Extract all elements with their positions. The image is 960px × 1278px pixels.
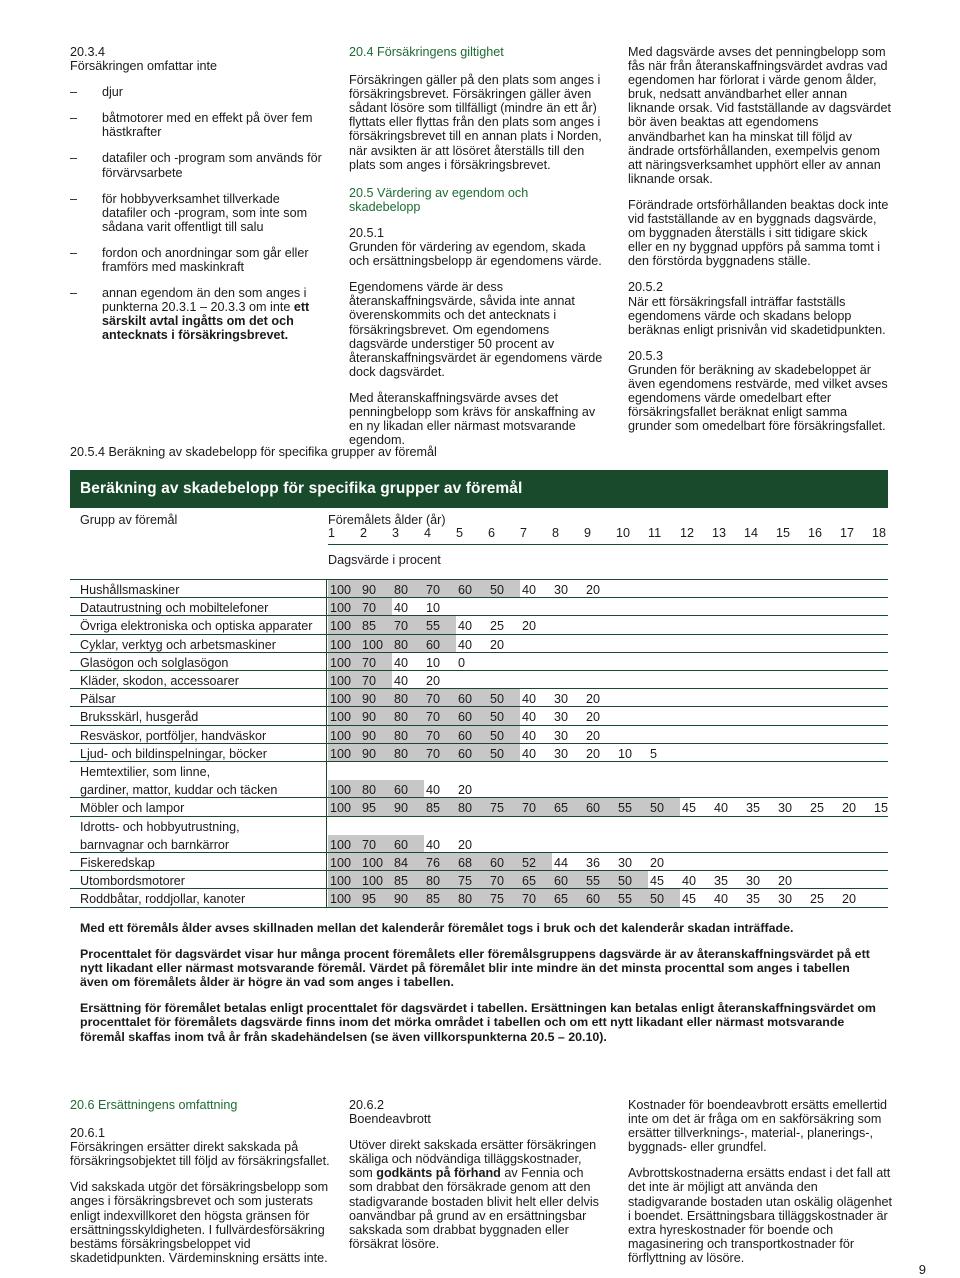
table-cell: 20 (650, 856, 665, 870)
table-cell: 40 (522, 692, 537, 707)
table-cell: 70 (520, 889, 552, 906)
table-cell: 70 (520, 798, 552, 815)
table-row-label: Kläder, skodon, accessoarer (80, 674, 239, 688)
table-cell: 50 (648, 798, 680, 815)
table-cell: 60 (392, 780, 424, 797)
year-header: 14 (744, 526, 759, 540)
subsection-number: 20.5.2 (628, 280, 664, 295)
table-cell: 50 (648, 889, 680, 906)
table-cell: 60 (456, 689, 488, 706)
table-cell: 40 (458, 619, 473, 634)
year-header: 2 (360, 526, 368, 540)
paragraph: Försäkringen ersätter direkt sakskada på försäkringsobjektet till följd av försäkringsfallet. (70, 1140, 330, 1169)
subsection-number: 20.5.1 (349, 225, 385, 240)
table-cell: 60 (584, 798, 616, 815)
table-row-label: Utombordsmotorer (80, 874, 185, 889)
list-item: – djur (70, 85, 123, 100)
table-cell: 40 (522, 746, 537, 761)
table-cell: 45 (650, 874, 665, 889)
row-divider (70, 670, 888, 671)
table-cell: 76 (424, 853, 456, 870)
row-divider (70, 907, 888, 908)
table-cell: 30 (554, 728, 569, 743)
year-header: 15 (776, 526, 791, 540)
table-cell: 100 (328, 707, 360, 724)
table-cell: 20 (458, 783, 473, 798)
bottom-middle-column (349, 1098, 607, 1263)
table-cell: 5 (650, 746, 658, 761)
table-cell: 80 (392, 726, 424, 743)
table-cell: 40 (458, 637, 473, 652)
table-cell: 15 (874, 801, 889, 816)
table-row-label: Resväskor, portföljer, handväskor (80, 728, 267, 743)
table-cell: 80 (392, 635, 424, 652)
bottom-left-column (70, 1098, 332, 1277)
table-row-label: Fiskeredskap (80, 856, 155, 870)
subsection-number: 20.5.3 (628, 348, 664, 363)
section-heading-20-5: 20.5 Värdering av egendom och skadebelopp (349, 185, 529, 214)
table-cell: 30 (618, 856, 633, 870)
table-cell: 30 (554, 746, 569, 761)
table-cell: 70 (424, 689, 456, 706)
table-cell: 30 (778, 892, 793, 907)
year-header: 17 (840, 526, 855, 540)
table-cell: 80 (392, 744, 424, 761)
table-cell: 70 (392, 616, 424, 633)
table-cell: 40 (394, 655, 409, 670)
table-cell: 100 (328, 653, 360, 670)
table-row-label: Hemtextilier, som linne, (80, 765, 211, 779)
table-cell: 75 (488, 889, 520, 906)
table-cell: 85 (392, 871, 424, 888)
year-header: 5 (456, 526, 464, 540)
table-cell: 80 (392, 580, 424, 597)
table-cell: 40 (426, 837, 441, 852)
table-cell: 20 (490, 637, 505, 652)
table-cell: 100 (328, 780, 360, 797)
table-banner (70, 470, 888, 508)
table-cell: 68 (456, 853, 488, 870)
table-cell: 90 (392, 889, 424, 906)
table-cell: 50 (488, 707, 520, 724)
table-cell: 55 (616, 889, 648, 906)
table-cell: 90 (360, 744, 392, 761)
table-cell: 95 (360, 798, 392, 815)
table-cell: 30 (554, 583, 569, 597)
table-cell: 65 (552, 889, 584, 906)
year-header: 8 (552, 526, 560, 540)
year-header: 12 (680, 526, 695, 540)
table-cell: 20 (522, 619, 537, 634)
table-row-label: Pälsar (80, 692, 116, 707)
table-cell: 85 (360, 616, 392, 633)
table-cell: 30 (746, 874, 761, 889)
table-banner-title: Beräkning av skadebelopp för specifika grupper av föremål (80, 480, 523, 497)
table-cell: 70 (360, 653, 392, 670)
table-cell: 100 (328, 835, 360, 852)
table-cell: 95 (360, 889, 392, 906)
table-cell: 50 (488, 689, 520, 706)
section-number: 20.3.4 (70, 45, 106, 59)
table-row-label: Roddbåtar, roddjollar, kanoter (80, 892, 246, 907)
table-row-label: Ljud- och bildinspelningar, böcker (80, 746, 267, 761)
table-cell: 80 (360, 780, 392, 797)
table-cell: 50 (488, 726, 520, 743)
paragraph: Vid sakskada utgör det försäkringsbelopp som anges i försäkringsbrevet och som justerats enligt indexvillkoret den högsta gränsen för ersättningsskyldigheten. I fullvärdesförsäkring bestäms försäkringsbeloppet vid skadetidpunkten. Värdeminskning ersätts inte. (70, 1180, 329, 1265)
table-cell: 60 (456, 580, 488, 597)
value-label: Dagsvärde i procent (328, 553, 441, 567)
table-cell: 0 (458, 655, 466, 670)
table-row-label: gardiner, mattor, kuddar och täcken (80, 783, 278, 798)
table-cell: 40 (714, 801, 729, 816)
paragraph: Med återanskaffningsvärde avses det penningbelopp som krävs för anskaffning av en ny likadan eller närmast motsvarande egendom. (349, 390, 596, 448)
table-section-heading: 20.5.4 Beräkning av skadebelopp för specifika grupper av föremål (70, 445, 437, 459)
paragraph: Utöver direkt sakskada ersätter försäkringen skäliga och nödvändiga tilläggskostnader, som godkänts på förhand av Fennia och som drabbat den försäkrade genom att den stadigvarande bostaden blivit helt eller delvis oanvändbar på grund av en ersättningsbar sakskada som drabbat byggnaden eller försäkrat lösöre. (349, 1138, 599, 1251)
table-row-label: Möbler och lampor (80, 801, 185, 816)
header-divider (328, 544, 888, 545)
table-cell: 10 (426, 655, 441, 670)
table-cell: 25 (810, 801, 825, 816)
paragraph: Med dagsvärde avses det penningbelopp som fås när från återanskaffningsvärdet avdras vad egendomen har förlorat i värde genom ålder, bruk, nedsatt användbarhet eller annan liknande orsak. Vid fastställande av dagsvärdet bör även beaktas att egendomens användbarhet kan ha minskat till följd av ändrade ortsförhållanden, exempelvis genom att näringsverksamhet upphört eller av annan liknande orsak. (628, 45, 891, 186)
paragraph: När ett försäkringsfall inträffar fastställs egendomens värde och skadans belopp beräknas enligt prisnivån vid skadetidpunkten. (628, 294, 886, 337)
table-cell: 100 (328, 798, 360, 815)
paragraph: Grunden för beräkning av skadebeloppet är även egendomens restvärde, med vilket avses egendomens värde omedelbart efter försäkringsfallet beräknat enligt samma grunder som omedelbart före försäkringsfallet. (628, 362, 888, 434)
column-header-group: Grupp av föremål (80, 513, 178, 527)
section-title: Försäkringen omfattar inte (70, 59, 217, 74)
table-cell: 50 (488, 744, 520, 761)
table-cell: 35 (746, 892, 761, 907)
table-cell: 80 (392, 707, 424, 724)
table-cell: 60 (424, 635, 456, 652)
table-cell: 100 (360, 853, 392, 870)
table-cell: 60 (456, 726, 488, 743)
table-cell: 36 (586, 856, 601, 870)
table-cell: 25 (810, 892, 825, 907)
list-item: – annan egendom än den som anges i punkterna 20.3.1 – 20.3.3 om inte ett särskilt avtal ingåtts om det och antecknats i försäkringsbrevet. (70, 286, 310, 343)
table-cell: 40 (394, 674, 409, 688)
table-cell: 100 (328, 744, 360, 761)
year-header: 1 (328, 526, 336, 540)
table-cell: 80 (392, 689, 424, 706)
table-cell: 20 (586, 710, 601, 725)
table-cell: 100 (328, 853, 360, 870)
table-cell: 20 (458, 837, 473, 852)
table-cell: 60 (456, 707, 488, 724)
note: Ersättning för föremålet betalas enligt procenttalet för dagsvärdet i tabellen. Ersättningen kan betalas enligt återanskaffningsvärdet om procenttalet för föremålets dagsvärde finns inom det mörka området i tabellen och om ett nytt likadant eller närmast motsvarande föremål skaffas inom två år från skadehändelsen (se även villkorspunkterna 20.5 – 20.10). (80, 1001, 876, 1044)
table-cell: 60 (584, 889, 616, 906)
table-cell: 30 (554, 710, 569, 725)
table-cell: 60 (456, 744, 488, 761)
table-row-label: Hushållsmaskiner (80, 583, 180, 597)
year-header: 10 (616, 526, 631, 540)
column-header-age: Föremålets ålder (år) (328, 513, 446, 527)
table-cell: 100 (328, 580, 360, 597)
table-cell: 25 (490, 619, 505, 634)
table-cell: 100 (328, 616, 360, 633)
table-cell: 10 (426, 601, 441, 616)
year-header: 7 (520, 526, 528, 540)
table-cell: 70 (360, 671, 392, 688)
table-notes (80, 921, 880, 1056)
column-divider (326, 579, 327, 907)
table-cell: 84 (392, 853, 424, 870)
table-cell: 75 (488, 798, 520, 815)
year-header: 3 (392, 526, 400, 540)
table-cell: 100 (328, 671, 360, 688)
subsection-title: Boendeavbrott (349, 1112, 431, 1127)
table-cell: 70 (424, 726, 456, 743)
table-cell: 55 (424, 616, 456, 633)
table-cell: 50 (488, 580, 520, 597)
bottom-right-column (628, 1098, 892, 1277)
table-cell: 80 (456, 889, 488, 906)
table-cell: 90 (360, 580, 392, 597)
table-cell: 100 (360, 871, 392, 888)
table-cell: 20 (586, 692, 601, 707)
year-header: 18 (872, 526, 887, 540)
list-item: – för hobbyverksamhet tillverkade datafiler och -program, som inte som sådana varit offentligt till salu (70, 191, 308, 234)
left-column (70, 45, 328, 355)
note: Procenttalet för dagsvärdet visar hur många procent föremålets eller föremålsgruppens dagsvärde är av återanskaffningsvärdet på ett nytt likadant eller närmast motsvarande föremål. Värdet på föremålet blir inte mindre än det minsta procenttal som anges i tabellen även om föremålets ålder är högre än vad som anges i tabellen. (80, 947, 870, 990)
table-cell: 70 (488, 871, 520, 888)
subsection-number: 20.6.2 (349, 1098, 385, 1112)
table-cell: 20 (842, 892, 857, 907)
middle-column (349, 45, 607, 459)
table-row-label: Datautrustning och mobiltelefoner (80, 601, 269, 616)
table-cell: 40 (522, 583, 537, 597)
paragraph: Egendomens värde är dess återanskaffningsvärde, såvida inte annat överenskommits och det antecknats i försäkringsbrevet. Om egendomens dagsvärde understiger 50 procent av återanskaffningsvärdet är egendomens värde dock dagsvärdet. (349, 280, 603, 379)
list-item: – fordon och anordningar som går eller framförs med maskinkraft (70, 245, 309, 275)
section-heading-20-6: 20.6 Ersättningens omfattning (70, 1098, 238, 1112)
year-header: 6 (488, 526, 496, 540)
paragraph: Kostnader för boendeavbrott ersätts emellertid inte om det är fråga om en sakförsäkring som ersätter tillverknings-, material-, planerings-, byggnads- eller grundfel. (628, 1098, 888, 1155)
table-cell: 60 (392, 835, 424, 852)
table-cell: 70 (424, 707, 456, 724)
table-cell: 20 (778, 874, 793, 889)
section-heading-20-4: 20.4 Försäkringens giltighet (349, 45, 504, 59)
table-cell: 35 (746, 801, 761, 816)
year-header: 9 (584, 526, 592, 540)
table-cell: 100 (328, 726, 360, 743)
table-cell: 55 (584, 871, 616, 888)
year-header: 16 (808, 526, 823, 540)
table-cell: 20 (426, 674, 441, 688)
table-row-label: barnvagnar och barnkärror (80, 837, 230, 852)
table-cell: 100 (360, 635, 392, 652)
table-cell: 40 (394, 601, 409, 616)
table-cell: 52 (520, 853, 552, 870)
table-cell: 65 (552, 798, 584, 815)
table-cell: 20 (842, 801, 857, 816)
list-item: – båtmotorer med en effekt på över fem hästkrafter (70, 111, 313, 140)
right-column (628, 45, 892, 445)
paragraph: Avbrottskostnaderna ersätts endast i det fall att det inte är möjligt att använda den stadigvarande bostaden utan oskälig olägenhet i boendet. Ersättningsbara tilläggskostnader är extra hyreskostnader för boende och magasinering och transportkostnader för förflyttning av lösöre. (628, 1166, 892, 1265)
table-cell: 90 (360, 707, 392, 724)
table-cell: 40 (522, 710, 537, 725)
table-cell: 60 (488, 853, 520, 870)
table-cell: 85 (424, 798, 456, 815)
table-cell: 85 (424, 889, 456, 906)
table-cell: 80 (424, 871, 456, 888)
table-cell: 40 (426, 783, 441, 798)
table-cell: 90 (360, 689, 392, 706)
note: Med ett föremåls ålder avses skillnaden mellan det kalenderår föremålet togs i bruk och det kalenderår skadan inträffade. (80, 921, 794, 935)
table-cell: 45 (682, 801, 697, 816)
table-row-label: Bruksskärl, husgeråd (80, 710, 199, 725)
table-cell: 90 (360, 726, 392, 743)
table-cell: 75 (456, 871, 488, 888)
year-header: 4 (424, 526, 432, 540)
table-cell: 60 (552, 871, 584, 888)
table-cell: 80 (456, 798, 488, 815)
table-row-label: Glasögon och solglasögon (80, 655, 229, 670)
table-cell: 35 (714, 874, 729, 889)
table-cell: 30 (554, 692, 569, 707)
table-cell: 70 (360, 835, 392, 852)
table-cell: 20 (586, 728, 601, 743)
table-row-label: Idrotts- och hobbyutrustning, (80, 819, 240, 834)
table-cell: 70 (424, 744, 456, 761)
table-cell: 70 (360, 598, 392, 615)
table-cell: 10 (618, 746, 633, 761)
table-cell: 65 (520, 871, 552, 888)
row-divider (70, 597, 888, 598)
table-cell: 44 (554, 856, 569, 870)
table-cell: 20 (586, 746, 601, 761)
table-cell: 50 (616, 871, 648, 888)
table-cell: 45 (682, 892, 697, 907)
table-row-label: Övriga elektroniska och optiska apparater (80, 619, 313, 634)
page-number: 9 (918, 1262, 926, 1277)
paragraph: Grunden för värdering av egendom, skada och ersättningsbelopp är egendomens värde. (349, 240, 602, 269)
table-cell: 100 (328, 889, 360, 906)
table-cell: 40 (682, 874, 697, 889)
table-cell: 90 (392, 798, 424, 815)
table-cell: 55 (616, 798, 648, 815)
exclusion-list (70, 85, 328, 342)
table-cell: 30 (778, 801, 793, 816)
table-cell: 100 (328, 689, 360, 706)
row-divider (70, 816, 888, 817)
paragraph: Försäkringen gäller på den plats som anges i försäkringsbrevet. Försäkringen gäller även sådant lösöre som tillfälligt (mindre än ett år) flyttats eller flyttas från den plats som anges i försäkringsbrevet till en annan plats i Norden, när avsikten är att lösöret återställs till den plats som anges i försäkringsbrevet. (349, 73, 602, 172)
year-header: 13 (712, 526, 727, 540)
table-cell: 100 (328, 598, 360, 615)
subsection-number: 20.6.1 (70, 1126, 106, 1141)
year-header: 11 (648, 526, 662, 540)
table-cell: 40 (522, 728, 537, 743)
paragraph: Förändrade ortsförhållanden beaktas dock inte vid fastställande av en byggnads dagsvärde, om byggnaden återställs i sitt tidigare skick eller en ny byggnad uppförs på samma tomt i den förstörda byggnadens ställe. (628, 197, 889, 269)
table-cell: 40 (714, 892, 729, 907)
list-item: – datafiler och -program som används för förvärvsarbete (70, 151, 322, 180)
table-row-label: Cyklar, verktyg och arbetsmaskiner (80, 637, 276, 652)
table-cell: 20 (586, 583, 601, 597)
table-cell: 100 (328, 635, 360, 652)
table-cell: 70 (424, 580, 456, 597)
row-divider (70, 761, 888, 762)
table-cell: 100 (328, 871, 360, 888)
